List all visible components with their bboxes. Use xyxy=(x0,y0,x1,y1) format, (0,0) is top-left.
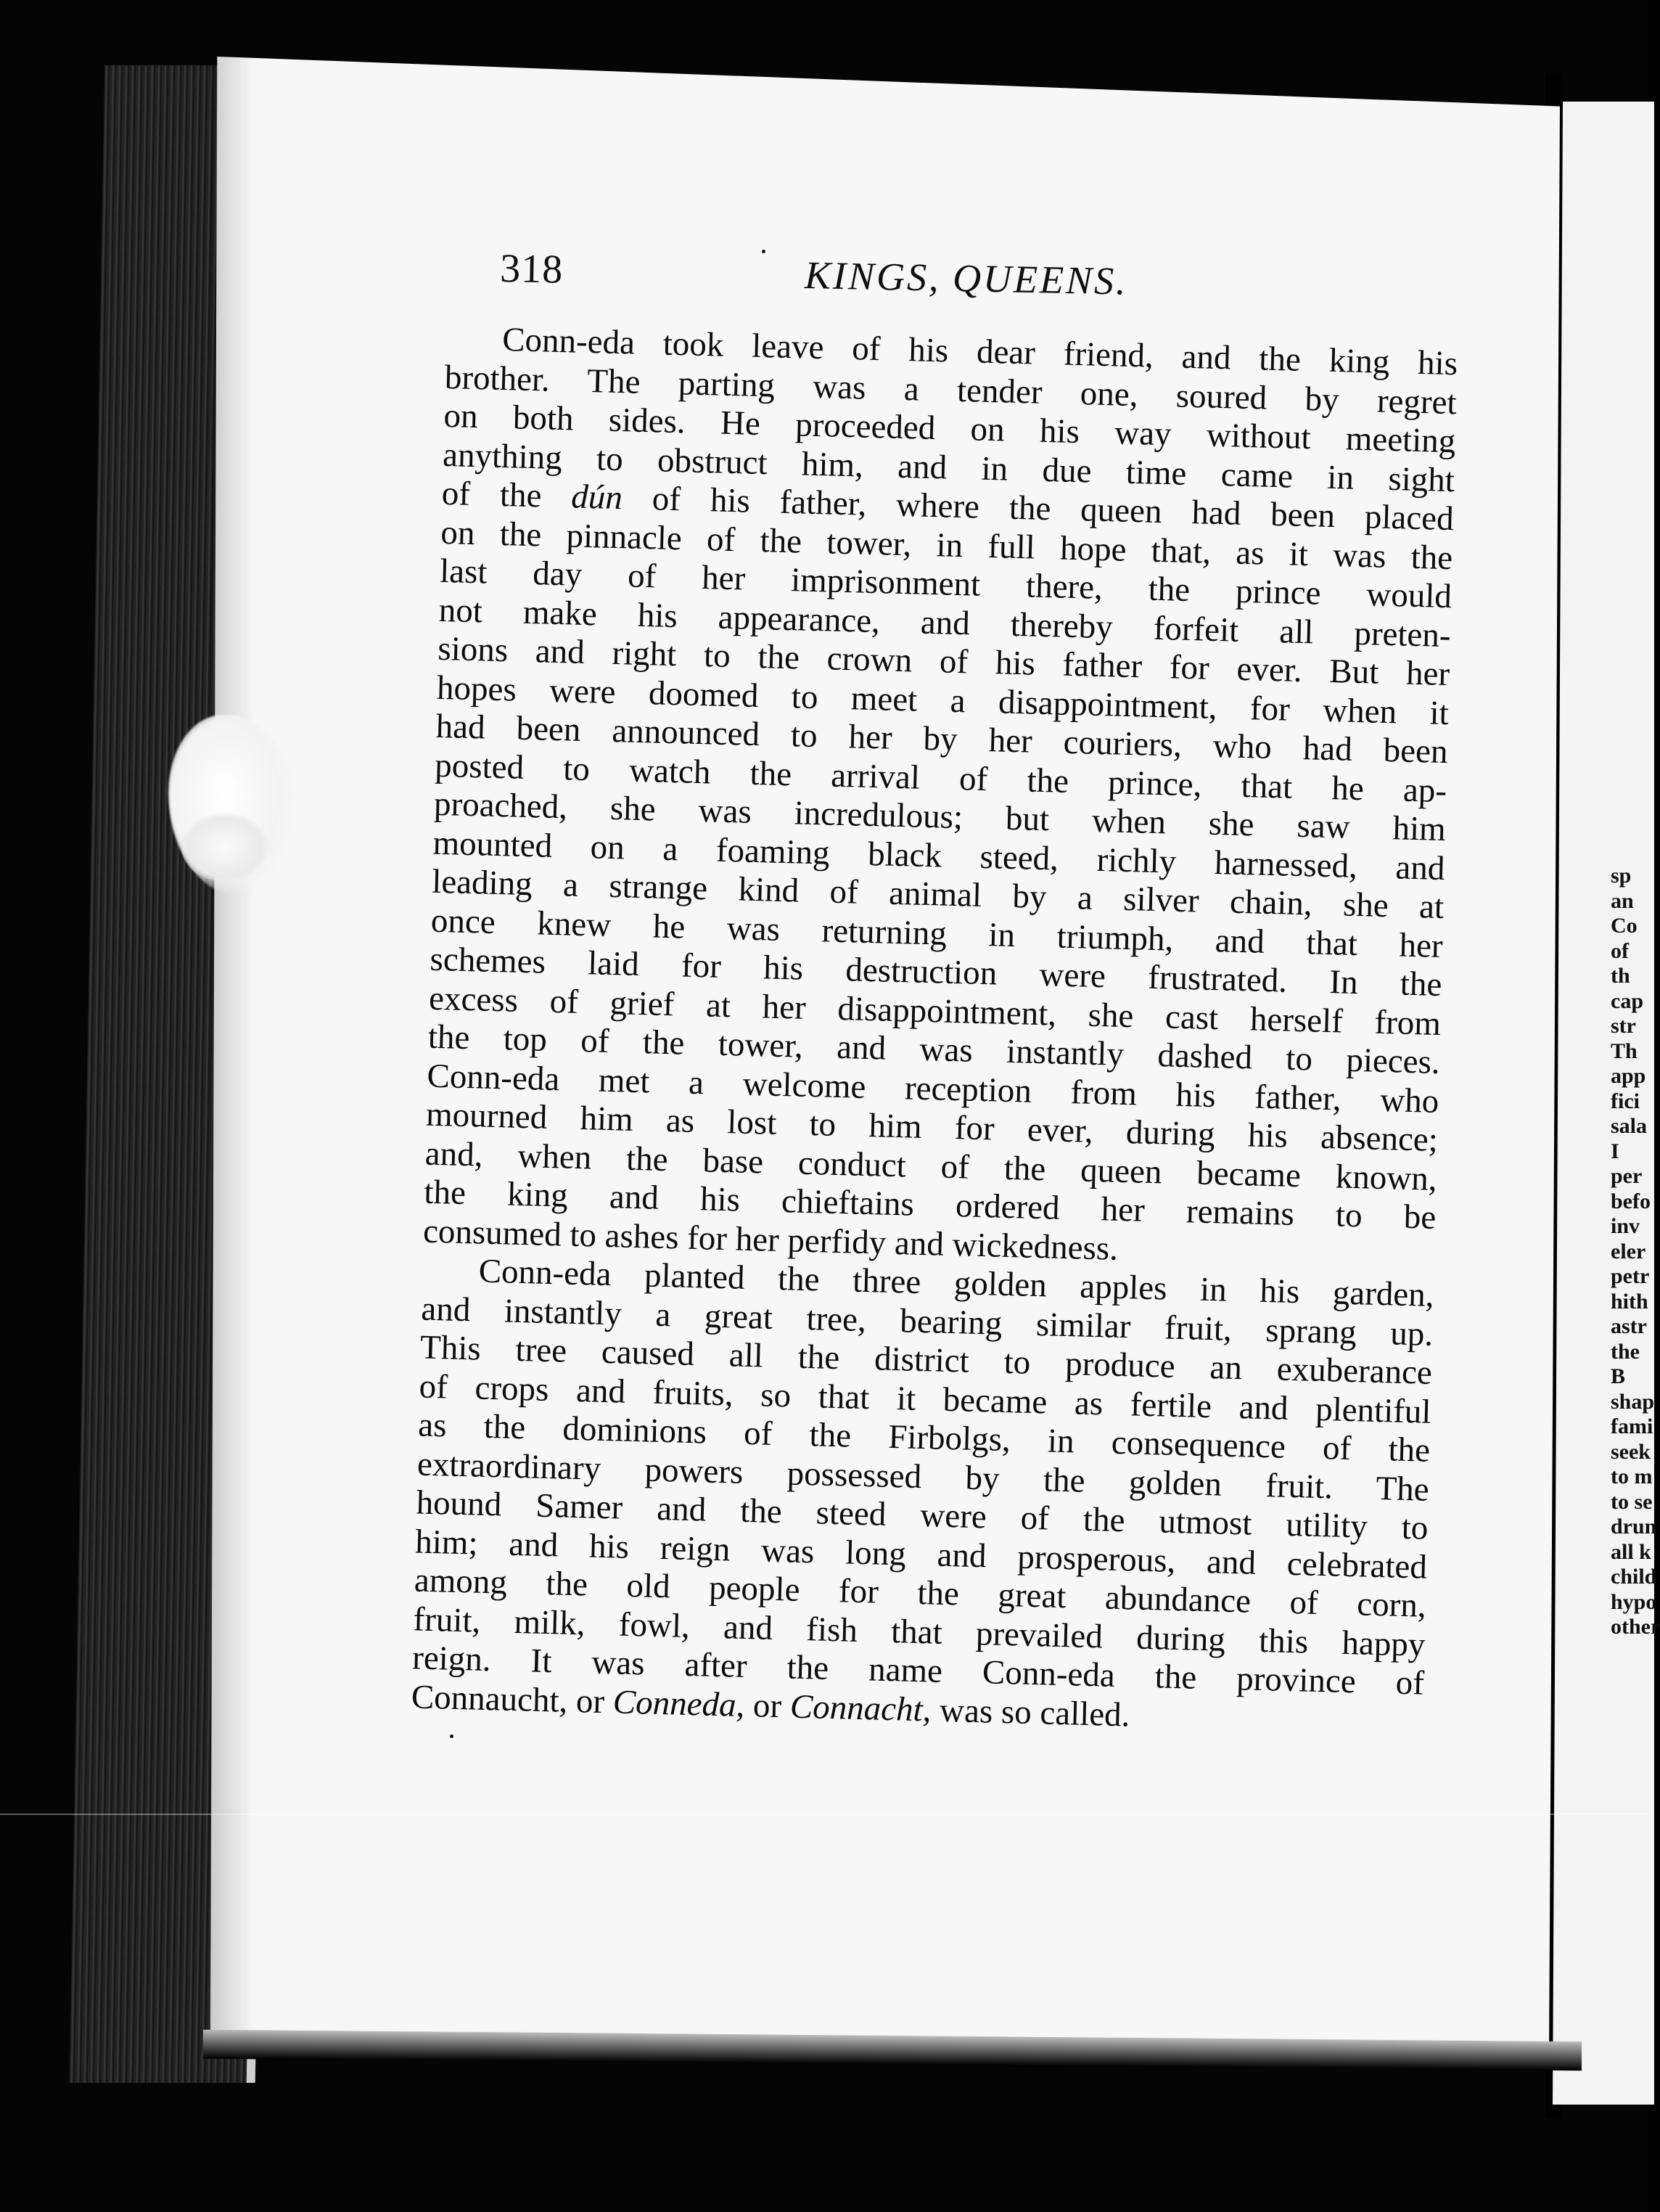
neighbor-text-fragment: eler xyxy=(1611,1239,1646,1263)
text-line: among the old people for the great abundance of corn, xyxy=(414,1561,1427,1625)
text-line: on both sides. He proceeded on his way without meeting xyxy=(443,396,1456,461)
paragraph xyxy=(423,319,1458,1277)
paragraph xyxy=(411,1251,1434,1742)
neighbor-text-fragment: app xyxy=(1611,1064,1646,1088)
neighbor-text-fragment: th xyxy=(1611,964,1630,988)
neighbor-text-fragment: the xyxy=(1611,1339,1640,1364)
text-line: Conn-eda met a welcome reception from his father, who xyxy=(426,1057,1439,1121)
text-line: leading a strange kind of animal by a silver chain, she at xyxy=(431,862,1445,927)
text-line: consumed to ashes for her perfidy and wickedness. xyxy=(422,1212,1119,1268)
text-line: extraordinary powers possessed by the golden fruit. The xyxy=(416,1445,1430,1509)
text-line: anything to obstruct him, and in due time came in sight xyxy=(442,435,1455,499)
page-number: 318 xyxy=(499,245,564,292)
neighbor-text-fragment: B xyxy=(1611,1364,1626,1388)
neighbor-text-fragment: to m xyxy=(1611,1465,1653,1488)
neighbor-text-fragment: sala xyxy=(1611,1114,1648,1138)
text-line: once knew he was returning in triumph, and that her xyxy=(430,901,1444,965)
text-line: reign. It was after the name Conn-eda the province of xyxy=(411,1639,1425,1703)
neighbor-text-fragment: child xyxy=(1611,1565,1657,1589)
text-line: of the dún of his father, where the queen had been placed xyxy=(441,474,1455,538)
neighbor-text-fragment: str xyxy=(1611,1014,1636,1038)
text-line: schemes laid for his destruction were frustrated. In the xyxy=(430,940,1443,1004)
neighbor-text-fragment: hypo xyxy=(1611,1589,1657,1614)
text-line: This tree caused all the district to produce an exuberance xyxy=(419,1328,1433,1392)
text-line: had been announced to her by her couriers, who had been xyxy=(435,707,1449,771)
neighbor-text-fragment: drun xyxy=(1611,1515,1657,1539)
neighbor-text-fragment: fami xyxy=(1611,1414,1653,1438)
text-line: Connaucht, or Conneda, or Connacht, was so called. xyxy=(411,1677,1131,1734)
text-line: hound Samer and the steed were of the utmost utility to xyxy=(416,1483,1429,1547)
neighbor-text-fragment: cap xyxy=(1611,988,1643,1013)
text-line: him; and his reign was long and prosperous, and celebrated xyxy=(414,1522,1428,1586)
running-title: KINGS, QUEENS. xyxy=(804,253,1129,303)
neighbor-text-fragment: per xyxy=(1611,1164,1643,1188)
text-line: mounted on a foaming black steed, richly harnessed, and xyxy=(432,824,1446,888)
neighbor-text-fragment: hith xyxy=(1611,1289,1648,1314)
text-line: Conn-eda planted the three golden apples in his garden, xyxy=(478,1252,1435,1314)
stray-ink-dot xyxy=(450,1734,453,1738)
neighbor-text-fragment: an xyxy=(1611,888,1634,913)
text-line: fruit, milk, fowl, and fish that prevailed during this happy xyxy=(413,1599,1426,1664)
neighbor-page-text-fragments xyxy=(1611,864,1660,1640)
stray-ink-dot xyxy=(762,250,765,253)
neighbor-text-fragment: to se xyxy=(1611,1489,1653,1514)
body-text xyxy=(411,319,1458,1742)
paper-damage-mark-secondary xyxy=(181,813,268,882)
text-line: Conn-eda took leave of his dear friend, and the king his xyxy=(501,320,1458,383)
neighbor-text-fragment: befo xyxy=(1611,1189,1651,1213)
neighbor-text-fragment: sp xyxy=(1611,864,1632,888)
neighbor-text-fragment: other xyxy=(1611,1615,1660,1639)
neighbor-text-fragment: all k xyxy=(1611,1539,1651,1564)
text-line: on the pinnacle of the tower, in full hope that, as it was the xyxy=(440,513,1453,577)
text-line: the top of the tower, and was instantly dashed to pieces. xyxy=(427,1017,1441,1081)
text-line: hopes were doomed to meet a disappointment, for when it xyxy=(436,668,1450,732)
text-line: and instantly a great tree, bearing similar fruit, sprang up. xyxy=(420,1290,1434,1353)
page-spine-shadow xyxy=(210,57,254,2045)
scan-artifact-line xyxy=(0,1814,1648,1815)
text-line: mourned him as lost to him for ever, during his absence; xyxy=(425,1095,1439,1159)
neighbor-text-fragment: fici xyxy=(1611,1089,1640,1113)
neighbor-text-fragment: astr xyxy=(1611,1314,1647,1338)
text-line: excess of grief at her disappointment, she cast herself from xyxy=(428,979,1442,1043)
neighbor-text-fragment: I xyxy=(1611,1139,1619,1163)
text-line: of crops and fruits, so that it became as fertile and plentiful xyxy=(419,1367,1432,1431)
text-line: and, when the base conduct of the queen became known, xyxy=(424,1134,1438,1198)
text-line: sions and right to the crown of his father for ever. But her xyxy=(437,629,1450,694)
neighbor-text-fragment: Co xyxy=(1611,914,1638,938)
text-line: last day of her imprisonment there, the prince would xyxy=(439,552,1452,616)
text-line: brother. The parting was a tender one, soured by regret xyxy=(444,358,1458,422)
neighbor-text-fragment: Th xyxy=(1611,1039,1638,1063)
text-line: as the dominions of the Firbolgs, in consequence of the xyxy=(417,1406,1431,1470)
neighbor-text-fragment: seek xyxy=(1611,1439,1651,1464)
text-line: the king and his chieftains ordered her remains to be xyxy=(423,1173,1437,1237)
neighbor-text-fragment: of xyxy=(1611,938,1629,963)
neighbor-text-fragment: shap xyxy=(1611,1389,1655,1414)
neighbor-text-fragment: inv xyxy=(1611,1214,1640,1238)
text-line: not make his appearance, and thereby forfeit all preten- xyxy=(438,591,1452,655)
neighbor-text-fragment: petr xyxy=(1611,1264,1650,1288)
text-line: proached, she was incredulous; but when she saw him xyxy=(433,785,1447,849)
text-line: posted to watch the arrival of the prince, that he ap- xyxy=(434,746,1447,810)
